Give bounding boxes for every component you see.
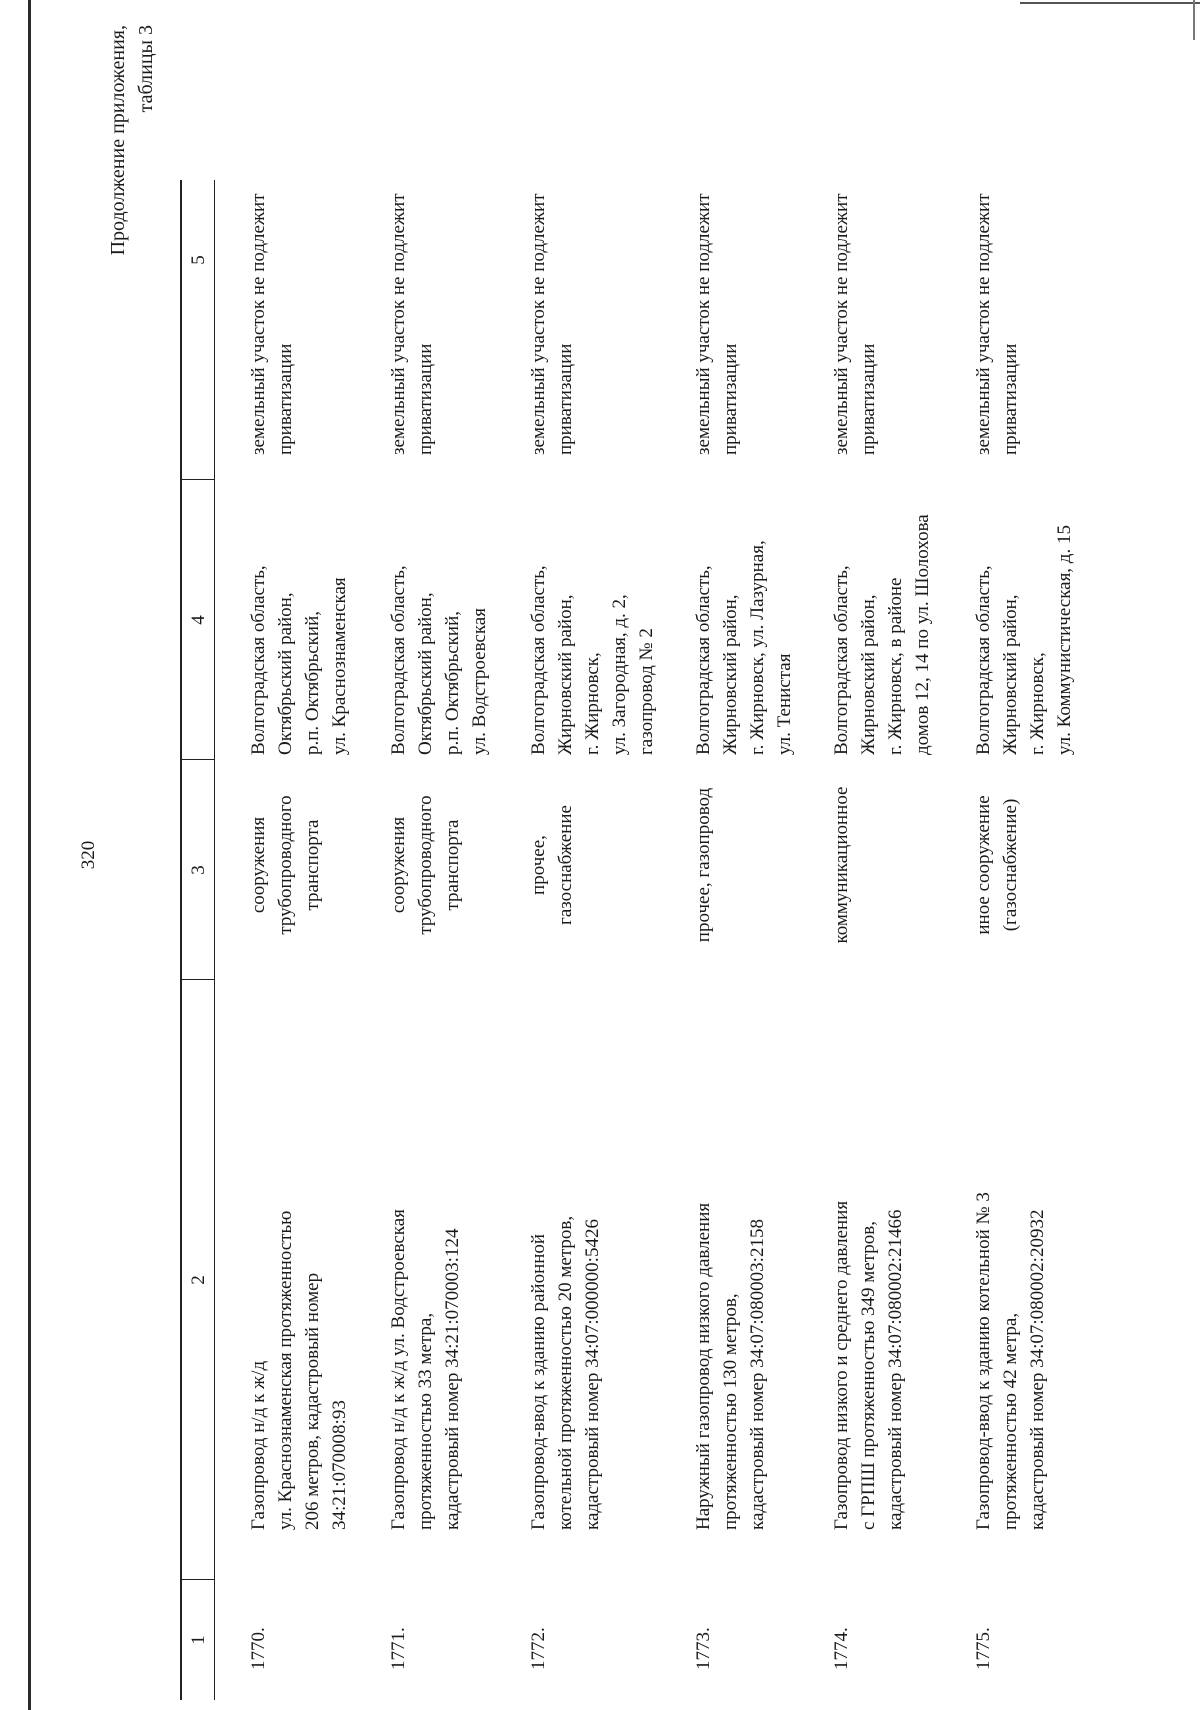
row-number: 1770. [248, 1627, 269, 1670]
column-divider [180, 979, 214, 980]
type-line: иное сооружение [973, 795, 994, 935]
object-type [690, 765, 717, 965]
type-line: газоснабжение [555, 805, 576, 925]
address-line: г. Жирновск, ул. Лазурная, [747, 540, 768, 755]
object-description [385, 1170, 466, 1530]
description-line: протяженностью 42 метра, [1000, 1312, 1021, 1530]
type-line: сооружения [248, 816, 269, 914]
description-line: котельной протяженностью 20 метров, [555, 1215, 576, 1530]
row-number: 1772. [528, 1627, 549, 1670]
object-type [970, 765, 1024, 965]
address-line: ул. Водстроевская [469, 608, 490, 755]
type-line: трубопроводного [415, 795, 436, 935]
column-divider [180, 1579, 214, 1580]
description-line: Газопровод н/д к ж/д [248, 1360, 269, 1530]
note-line: земельный участок не подлежит [973, 193, 994, 455]
table-header-rule [214, 180, 215, 1700]
object-address [690, 525, 798, 755]
column-header-4: 4 [188, 615, 209, 625]
object-type [525, 765, 579, 965]
address-line: Жирновский район, [555, 594, 576, 755]
address-line: домов 12, 14 по ул. Шолохова [912, 514, 933, 755]
description-line: 206 метров, кадастровый номер [302, 1272, 323, 1530]
privatization-note [970, 115, 1024, 455]
address-line: ул. Загородная, д. 2, [609, 594, 630, 755]
address-line: Волгоградская область, [388, 565, 409, 755]
description-line: ул. Краснознаменская протяженностью [275, 1210, 296, 1530]
description-line: с ГРПШ протяженностью 349 метров, [858, 1220, 879, 1530]
row-number: 1771. [388, 1627, 409, 1670]
privatization-note [690, 115, 744, 455]
column-header-1: 1 [188, 1635, 209, 1645]
type-line: транспорта [302, 819, 323, 911]
object-address [245, 525, 353, 755]
table-top-rule [180, 180, 182, 1700]
address-line: Октябрьский район, [415, 592, 436, 755]
object-address [385, 525, 493, 755]
description-line: кадастровый номер 34:07:080002:21466 [885, 1209, 906, 1530]
column-header-3: 3 [188, 865, 209, 875]
address-line: ул. Краснознаменская [329, 577, 350, 755]
object-description [690, 1170, 771, 1530]
object-type [245, 765, 326, 965]
address-line: газопровод № 2 [636, 628, 657, 755]
object-description [245, 1170, 353, 1530]
column-divider [180, 479, 214, 480]
note-line: приватизации [415, 343, 436, 455]
type-line: сооружения [388, 816, 409, 914]
privatization-note [525, 115, 579, 455]
object-address [525, 525, 660, 755]
type-line: трубопроводного [275, 795, 296, 935]
continuation-line: Продолжение приложения, [107, 25, 129, 256]
address-line: ул. Тенистая [774, 653, 795, 755]
note-line: земельный участок не подлежит [388, 193, 409, 455]
column-header-5: 5 [188, 255, 209, 265]
row-number: 1775. [973, 1627, 994, 1670]
description-line: протяженностью 33 метра, [415, 1312, 436, 1530]
address-line: г. Жирновск, [582, 652, 603, 755]
address-line: Волгоградская область, [973, 565, 994, 755]
address-line: г. Жирновск, [1027, 652, 1048, 755]
address-line: Жирновский район, [858, 594, 879, 755]
note-line: земельный участок не подлежит [248, 193, 269, 455]
object-description [970, 1170, 1051, 1530]
row-number: 1774. [831, 1627, 852, 1670]
address-line: Волгоградская область, [248, 565, 269, 755]
description-line: Наружный газопровод низкого давления [693, 1202, 714, 1530]
description-line: кадастровый номер 34:21:070003:124 [442, 1228, 463, 1530]
type-line: прочее, газопровод [693, 787, 714, 943]
page-number: 320 [78, 840, 99, 870]
note-line: приватизации [555, 343, 576, 455]
object-address [828, 514, 936, 755]
address-line: р.п. Октябрьский, [442, 611, 463, 755]
address-line: ул. Коммунистическая, д. 15 [1054, 525, 1075, 755]
type-line: прочее, [528, 835, 549, 895]
address-line: г. Жирновск, в районе [885, 577, 906, 755]
description-line: кадастровый номер 34:07:080003:2158 [747, 1219, 768, 1530]
type-line: (газоснабжение) [1000, 798, 1021, 932]
object-description [525, 1170, 606, 1530]
privatization-note [385, 115, 439, 455]
privatization-note [828, 115, 882, 455]
note-line: земельный участок не подлежит [831, 193, 852, 455]
description-line: Газопровод-ввод к зданию котельной № 3 [973, 1192, 994, 1530]
note-line: приватизации [858, 343, 879, 455]
description-line: Газопровод н/д к ж/д ул. Водстроевская [388, 1209, 409, 1530]
note-line: приватизации [1000, 343, 1021, 455]
description-line: кадастровый номер 34:07:000000:5426 [582, 1219, 603, 1530]
address-line: Жирновский район, [1000, 594, 1021, 755]
type-line: коммуникационное [831, 786, 852, 944]
continuation-note [104, 25, 160, 320]
description-line: протяженностью 130 метров, [720, 1293, 741, 1530]
continuation-line: таблицы 3 [135, 25, 157, 113]
description-line: 34:21:070008:93 [329, 1400, 350, 1530]
address-line: Жирновский район, [720, 594, 741, 755]
description-line: Газопровод-ввод к зданию районной [528, 1233, 549, 1530]
column-header-2: 2 [188, 1275, 209, 1285]
note-line: земельный участок не подлежит [528, 193, 549, 455]
object-description [828, 1170, 909, 1530]
note-line: приватизации [275, 343, 296, 455]
description-line: кадастровый номер 34:07:080002:20932 [1027, 1209, 1048, 1530]
note-line: приватизации [720, 343, 741, 455]
type-line: транспорта [442, 819, 463, 911]
address-line: Волгоградская область, [693, 565, 714, 755]
privatization-note [245, 115, 299, 455]
note-line: земельный участок не подлежит [693, 193, 714, 455]
address-line: р.п. Октябрьский, [302, 611, 323, 755]
address-line: Волгоградская область, [528, 565, 549, 755]
description-line: Газопровод низкого и среднего давления [831, 1200, 852, 1530]
column-divider [180, 759, 214, 760]
object-address [970, 525, 1078, 755]
object-type [385, 765, 466, 965]
row-number: 1773. [693, 1627, 714, 1670]
object-type [828, 765, 855, 965]
address-line: Октябрьский район, [275, 592, 296, 755]
address-line: Волгоградская область, [831, 565, 852, 755]
